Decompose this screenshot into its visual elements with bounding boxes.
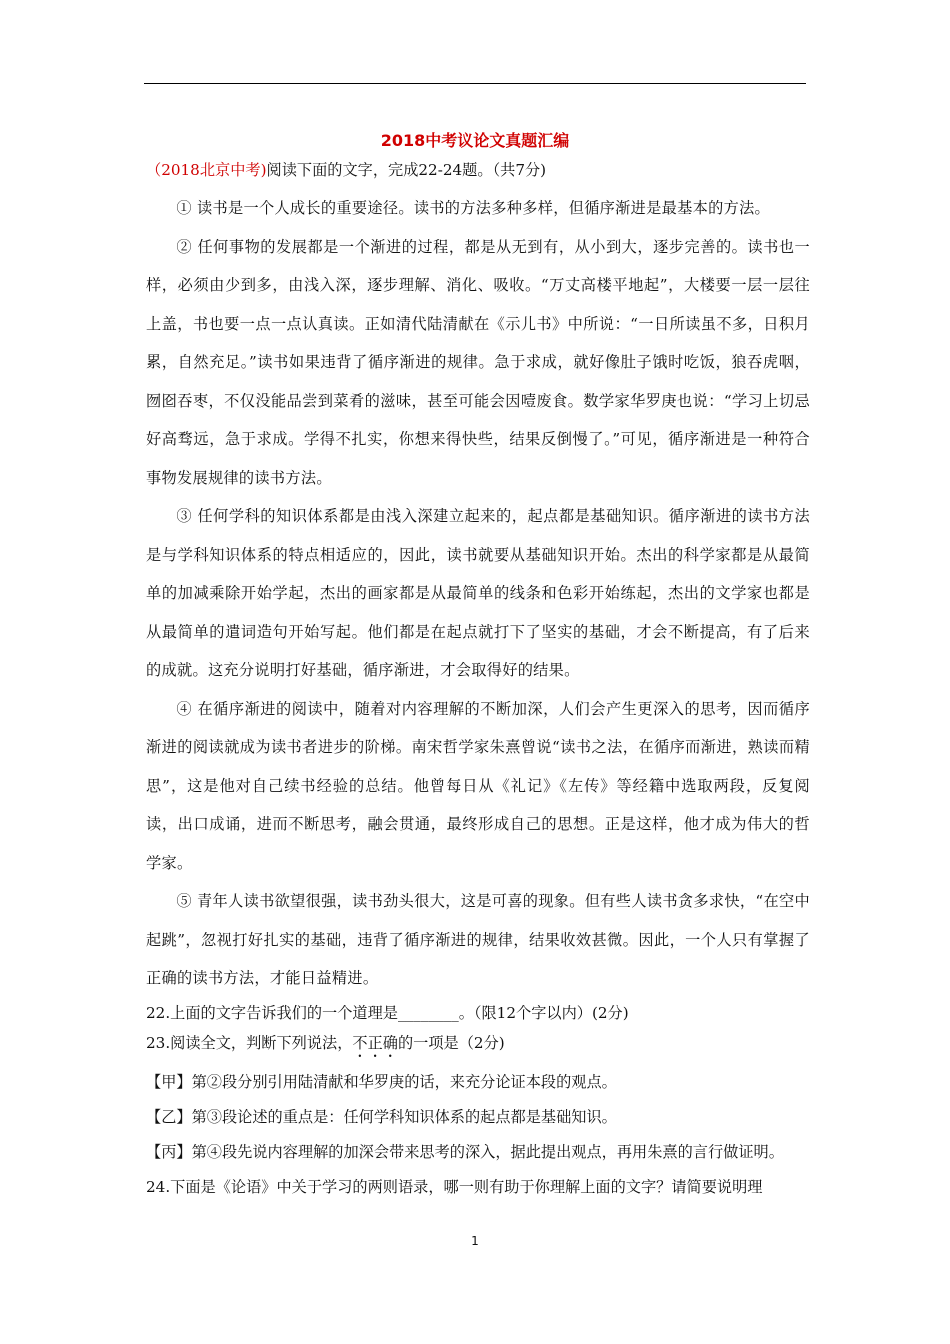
question-23-emphasis: 不正确 [352,1033,398,1052]
question-23-suffix: 的一项是（2分) [397,1033,505,1052]
intro-instruction: 阅读下面的文字，完成22-24题。（共7分) [266,161,547,179]
option-jia: 【甲】第②段分别引用陆清献和华罗庚的话，来充分论证本段的观点。 [146,1072,617,1091]
paragraph-5: ⑤ 青年人读书欲望很强，读书劲头很大，这是可喜的现象。但有些人读书贪多求快，“在空中起跳”，忽视打好扎实的基础，违背了循序渐进的规律，结果收效甚微。因此，一个人只有掌握了正确的读书方法，才能日益精进。 [146,892,810,987]
document-title: 2018中考议论文真题汇编 [380,131,570,150]
question-24: 24.下面是《论语》中关于学习的两则语录，哪一则有助于你理解上面的文字？请简要说明理 [146,1177,763,1196]
page-number: 1 [471,1234,479,1248]
header-rule [144,83,806,84]
document-body [146,155,810,1204]
paragraph-2: ② 任何事物的发展都是一个渐进的过程，都是从无到有，从小到大，逐步完善的。读书也一样，必须由少到多，由浅入深，逐步理解、消化、吸收。“万丈高楼平地起”，大楼要一层一层往上盖，书也要一点一点认真读。正如清代陆清献在《示儿书》中所说：“一日所读虽不多，日积月累，自然充足。”读书如果违背了循序渐进的规律。急于求成，就好像肚子饿时吃饭，狼吞虎咽，囫囵吞枣，不仅没能品尝到菜肴的滋味，甚至可能会因噎废食。数学家华罗庚也说：“学习上切忌好高骛远，急于求成。学得不扎实，你想来得快些，结果反倒慢了。”可见，循序渐进是一种符合事物发展规律的读书方法。 [146,237,810,487]
source-tag: （2018北京中考) [146,161,267,179]
paragraph-4: ④ 在循序渐进的阅读中，随着对内容理解的不断加深，人们会产生更深入的思考，因而循序渐进的阅读就成为读书者进步的阶梯。南宋哲学家朱熹曾说“读书之法，在循序而渐进，熟读而精思”，这是他对自己续书经验的总结。他曾每日从《礼记》《左传》等经籍中选取两段，反复阅读，出口成诵，进而不断思考，融会贯通，最终形成自己的思想。正是这样，他才成为伟大的哲学家。 [146,699,810,872]
question-23-prefix: 23.阅读全文，判断下列说法， [146,1033,353,1052]
option-bing: 【丙】第④段先说内容理解的加深会带来思考的深入，据此提出观点，再用朱熹的言行做证明。 [146,1142,784,1161]
option-yi: 【乙】第③段论述的重点是：任何学科知识体系的起点都是基础知识。 [146,1107,617,1126]
question-intro [146,155,810,185]
question-22: 22.上面的文字告诉我们的一个道理是________。（限12个字以内）(2分) [146,1003,629,1022]
paragraph-1: ① 读书是一个人成长的重要途径。读书的方法多种多样，但循序渐进是最基本的方法。 [176,199,771,217]
paragraph-3: ③ 任何学科的知识体系都是由浅入深建立起来的，起点都是基础知识。循序渐进的读书方法是与学科知识体系的特点相适应的，因此，读书就要从基础知识开始。杰出的科学家都是从最简单的加减乘除开始学起，杰出的画家都是从最简单的线条和色彩开始练起，杰出的文学家也都是从最简单的遣词造句开始写起。他们都是在起点就打下了坚实的基础，才会不断提高，有了后来的成就。这充分说明打好基础，循序渐进，才会取得好的结果。 [146,507,810,679]
question-23 [146,1028,810,1061]
